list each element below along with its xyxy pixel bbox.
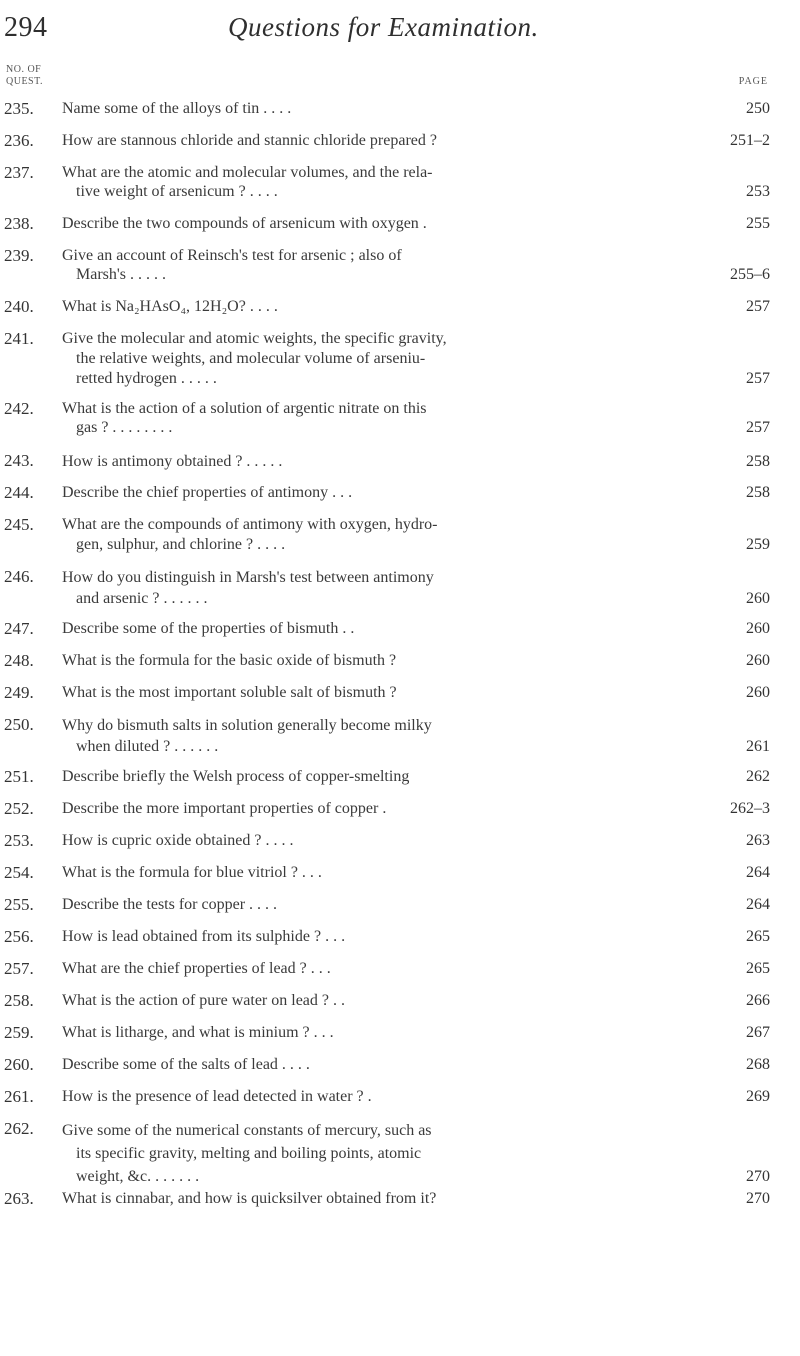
- question-entry: [0, 1189, 800, 1208]
- question-text-line: What is Na₂HAsO₄, 12H₂O? . . . .: [62, 298, 278, 315]
- question-number: 248.: [4, 651, 34, 670]
- question-number: 235.: [4, 99, 34, 118]
- question-text: [62, 927, 702, 946]
- question-entry: [0, 1023, 800, 1042]
- question-text-line: weight, &c. . . . . . .: [76, 1168, 200, 1185]
- question-text-line: Describe some of the properties of bismuth . .: [62, 620, 355, 637]
- question-text-line: Describe the two compounds of arsenicum with oxygen .: [62, 215, 427, 232]
- running-title: Questions for Examination.: [228, 12, 539, 42]
- question-text-line: Describe some of the salts of lead . . . .: [62, 1056, 310, 1073]
- question-text: [62, 399, 702, 437]
- page-reference: 260: [746, 684, 770, 701]
- page-reference: 268: [746, 1056, 770, 1073]
- page-reference: 265: [746, 928, 770, 945]
- question-number: 260.: [4, 1055, 34, 1074]
- question-text-line: What is the formula for the basic oxide of bismuth ?: [62, 652, 397, 669]
- question-text: [62, 567, 702, 609]
- question-number: 236.: [4, 131, 34, 150]
- question-text: [62, 99, 702, 118]
- question-text-line: How is cupric oxide obtained ? . . . .: [62, 832, 294, 849]
- question-text: [62, 131, 702, 150]
- page-reference: 264: [746, 896, 770, 913]
- question-text-line: What is the action of pure water on lead ? . .: [62, 992, 345, 1009]
- page-reference: 263: [746, 832, 770, 849]
- question-entry: [0, 329, 800, 389]
- column-heading-line: QUEST.: [6, 76, 43, 87]
- question-entry: [0, 297, 800, 316]
- question-text-line: Marsh's . . . . .: [76, 266, 166, 283]
- question-number: 261.: [4, 1087, 34, 1106]
- question-entry: [0, 399, 800, 437]
- question-entry: [0, 1055, 800, 1074]
- question-text: [62, 683, 702, 702]
- page-reference: 259: [746, 536, 770, 553]
- page-column-heading: PAGE: [738, 76, 768, 87]
- question-text-line: Describe the chief properties of antimony . . .: [62, 484, 353, 501]
- page-reference: 265: [746, 960, 770, 977]
- question-number: 255.: [4, 895, 34, 914]
- question-entry: [0, 619, 800, 638]
- question-text: [62, 1189, 702, 1208]
- question-entry: [0, 1119, 800, 1188]
- question-number: 257.: [4, 959, 34, 978]
- question-text-line: Why do bismuth salts in solution generally become milky: [62, 717, 432, 734]
- question-entry: [0, 831, 800, 850]
- question-text: [62, 163, 702, 201]
- question-number: 237.: [4, 163, 34, 182]
- question-text-line: Name some of the alloys of tin . . . .: [62, 100, 292, 117]
- question-number: 245.: [4, 515, 34, 534]
- question-entry: [0, 567, 800, 609]
- question-text-line: How is antimony obtained ? . . . . .: [62, 453, 283, 470]
- question-text-line: Give the molecular and atomic weights, the specific gravity,: [62, 330, 447, 347]
- question-entry: [0, 767, 800, 786]
- question-text-line: How is lead obtained from its sulphide ? . . .: [62, 928, 346, 945]
- page-reference: 255: [746, 215, 770, 232]
- question-number: 262.: [4, 1119, 34, 1138]
- page-reference: 260: [746, 652, 770, 669]
- question-number: 258.: [4, 991, 34, 1010]
- question-number: 259.: [4, 1023, 34, 1042]
- question-text-line: and arsenic ? . . . . . .: [76, 590, 208, 607]
- page-reference: 255–6: [730, 266, 770, 283]
- question-entry: [0, 483, 800, 502]
- page-reference: 261: [746, 738, 770, 755]
- question-text-line: How are stannous chloride and stannic chloride prepared ?: [62, 132, 437, 149]
- page-reference: 257: [746, 419, 770, 436]
- question-number: 253.: [4, 831, 34, 850]
- page-reference: 262: [746, 768, 770, 785]
- question-text-line: What is the action of a solution of argentic nitrate on this: [62, 400, 427, 417]
- question-entry: [0, 991, 800, 1010]
- page-reference: 260: [746, 590, 770, 607]
- page-reference: 264: [746, 864, 770, 881]
- question-text: [62, 451, 702, 472]
- question-text: [62, 214, 702, 233]
- question-text-line: Give some of the numerical constants of mercury, such as: [62, 1122, 432, 1139]
- question-entry: [0, 863, 800, 882]
- question-text: [62, 799, 702, 818]
- page-number: 294: [4, 12, 48, 43]
- question-number: 254.: [4, 863, 34, 882]
- question-number: 239.: [4, 246, 34, 265]
- question-text: [62, 329, 702, 389]
- question-number: 263.: [4, 1189, 34, 1208]
- page-reference: 262–3: [730, 800, 770, 817]
- question-text-line: retted hydrogen . . . . .: [76, 370, 217, 387]
- question-number: 240.: [4, 297, 34, 316]
- question-entry: [0, 959, 800, 978]
- question-text: [62, 651, 702, 670]
- page-reference: 251–2: [730, 132, 770, 149]
- page-reference: 258: [746, 484, 770, 501]
- question-text: [62, 895, 702, 914]
- question-number: 243.: [4, 451, 34, 470]
- question-entry: [0, 651, 800, 670]
- question-text: [62, 483, 702, 502]
- question-entry: [0, 214, 800, 233]
- question-text: [62, 1119, 702, 1188]
- question-entry: [0, 927, 800, 946]
- question-text: [62, 1023, 702, 1042]
- page-reference: 253: [746, 183, 770, 200]
- question-number-column-heading: [6, 64, 43, 88]
- question-text: [62, 863, 702, 882]
- page-reference: 258: [746, 453, 770, 470]
- question-number: 238.: [4, 214, 34, 233]
- question-number: 251.: [4, 767, 34, 786]
- question-entry: [0, 99, 800, 118]
- question-text-line: when diluted ? . . . . . .: [76, 738, 219, 755]
- question-number: 246.: [4, 567, 34, 586]
- question-entry: [0, 246, 800, 284]
- question-text: [62, 246, 702, 284]
- question-entry: [0, 799, 800, 818]
- question-text-line: What are the compounds of antimony with oxygen, hydro-: [62, 516, 438, 533]
- question-entry: [0, 163, 800, 201]
- question-text: [62, 619, 702, 638]
- question-entry: [0, 515, 800, 555]
- question-text-line: How do you distinguish in Marsh's test between antimony: [62, 569, 434, 586]
- question-text-line: Describe the more important properties of copper .: [62, 800, 387, 817]
- question-text: [62, 991, 702, 1010]
- question-text-line: What is cinnabar, and how is quicksilver obtained from it?: [62, 1190, 437, 1207]
- question-text: [62, 767, 702, 786]
- page-reference: 269: [746, 1088, 770, 1105]
- question-entry: [0, 683, 800, 702]
- question-text-line: What is the formula for blue vitriol ? . . .: [62, 864, 322, 881]
- question-number: 250.: [4, 715, 34, 734]
- question-number: 242.: [4, 399, 34, 418]
- question-text-line: What are the chief properties of lead ? . . .: [62, 960, 331, 977]
- question-text-line: gas ? . . . . . . . .: [76, 419, 173, 436]
- page-reference: 260: [746, 620, 770, 637]
- question-text: [62, 831, 702, 850]
- page-reference: 250: [746, 100, 770, 117]
- question-text-line: Give an account of Reinsch's test for arsenic ; also of: [62, 247, 402, 264]
- question-text-line: tive weight of arsenicum ? . . . .: [76, 183, 278, 200]
- page-reference: 257: [746, 370, 770, 387]
- question-text-line: What are the atomic and molecular volumes, and the rela-: [62, 164, 433, 181]
- question-entry: [0, 131, 800, 150]
- question-entry: [0, 895, 800, 914]
- page-reference: 266: [746, 992, 770, 1009]
- question-text-line: its specific gravity, melting and boiling points, atomic: [76, 1145, 422, 1162]
- question-number: 256.: [4, 927, 34, 946]
- page-reference: 257: [746, 298, 770, 315]
- question-number: 252.: [4, 799, 34, 818]
- question-text: [62, 959, 702, 978]
- question-number: 241.: [4, 329, 34, 348]
- question-text: [62, 515, 702, 555]
- question-text: [62, 297, 702, 316]
- column-heading-line: NO. OF: [6, 64, 42, 75]
- page-reference: 267: [746, 1024, 770, 1041]
- question-entry: [0, 715, 800, 757]
- question-text-line: Describe the tests for copper . . . .: [62, 896, 278, 913]
- question-text: [62, 715, 702, 757]
- question-text-line: gen, sulphur, and chlorine ? . . . .: [76, 536, 286, 553]
- page-reference: 270: [746, 1168, 770, 1185]
- question-number: 249.: [4, 683, 34, 702]
- question-text-line: What is the most important soluble salt of bismuth ?: [62, 684, 397, 701]
- question-entry: [0, 451, 800, 472]
- page-reference: 270: [746, 1190, 770, 1207]
- question-text-line: How is the presence of lead detected in water ? .: [62, 1088, 372, 1105]
- question-text: [62, 1055, 702, 1074]
- question-number: 247.: [4, 619, 34, 638]
- question-entry: [0, 1087, 800, 1106]
- question-text: [62, 1087, 702, 1106]
- question-text-line: the relative weights, and molecular volume of arseniu-: [76, 350, 426, 367]
- question-text-line: Describe briefly the Welsh process of copper-smelting: [62, 768, 410, 785]
- question-text-line: What is litharge, and what is minium ? . . .: [62, 1024, 334, 1041]
- question-number: 244.: [4, 483, 34, 502]
